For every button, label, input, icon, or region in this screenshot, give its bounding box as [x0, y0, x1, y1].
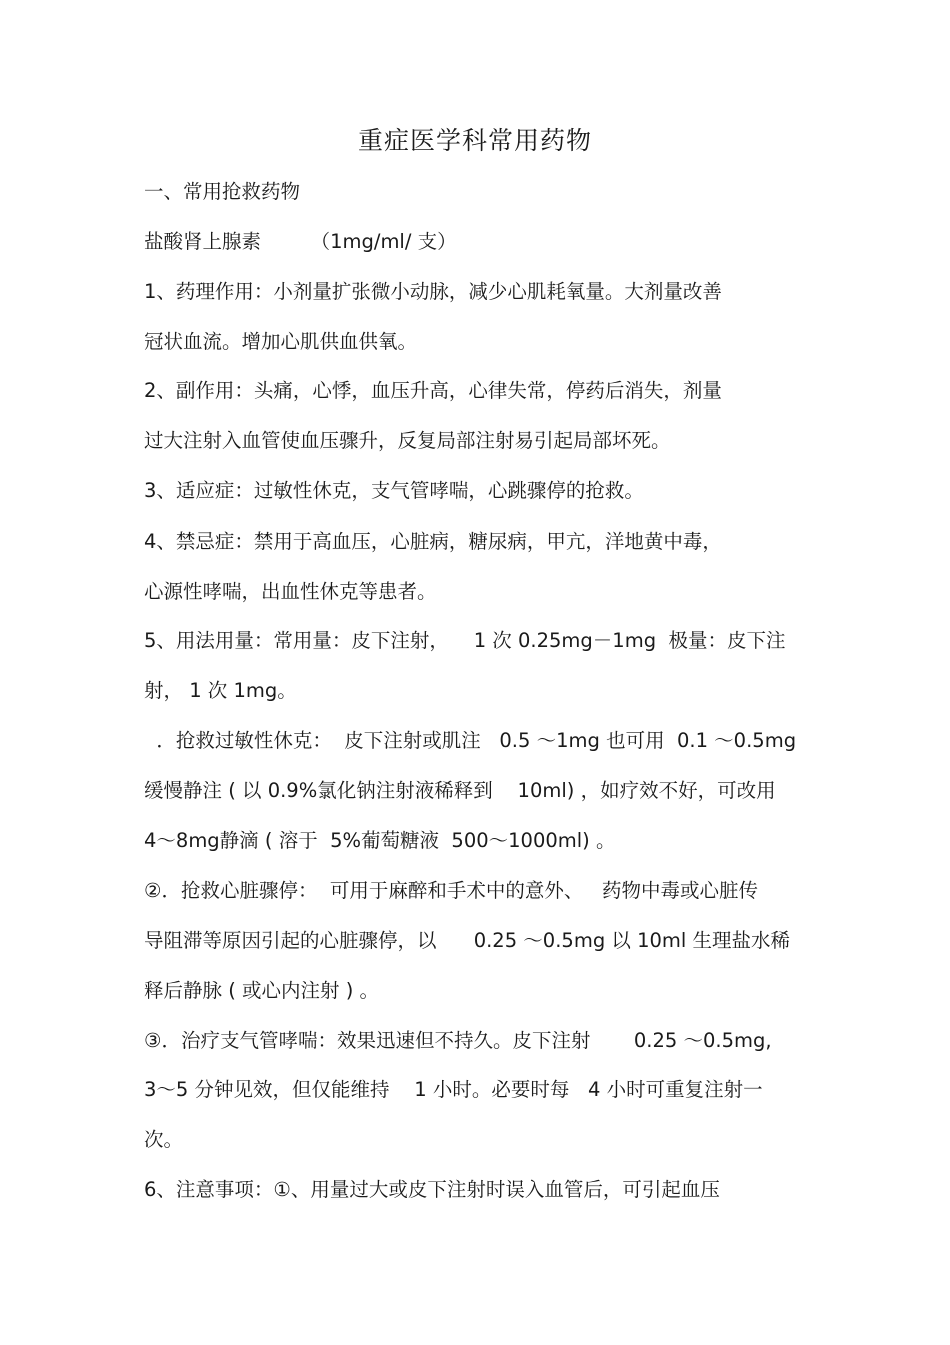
paragraph-line: 3、适应症：过敏性休克，支气管哮喘，心跳骤停的抢救。: [144, 479, 644, 502]
paragraph-line: 次。: [144, 1128, 184, 1151]
paragraph-line: 5、用法用量：常用量：皮下注射， 1 次 0.25mg－1mg 极量：皮下注: [144, 629, 786, 652]
section-heading: 一、常用抢救药物: [144, 180, 301, 203]
document-title: 重症医学科常用药物: [357, 126, 592, 155]
paragraph-line: 3～5 分钟见效，但仅能维持 1 小时。必要时每 4 小时可重复注射一: [144, 1078, 763, 1101]
paragraph-line: ②．抢救心脏骤停： 可用于麻醉和手术中的意外、 药物中毒或心脏传: [144, 879, 758, 902]
drug-name: 盐酸肾上腺素 （1mg/ml/ 支）: [144, 230, 457, 253]
paragraph-line: 心源性哮喘，出血性休克等患者。: [144, 580, 437, 603]
paragraph-line: 导阻滞等原因引起的心脏骤停，以 0.25 ～0.5mg 以 10ml 生理盐水稀: [144, 929, 791, 952]
paragraph-line: 2、副作用：头痛，心悸，血压升高，心律失常，停药后消失，剂量: [144, 379, 722, 402]
paragraph-line: 冠状血流。增加心肌供血供氧。: [144, 330, 418, 353]
paragraph-line: 射， 1 次 1mg。: [144, 679, 297, 702]
paragraph-line: 过大注射入血管使血压骤升，反复局部注射易引起局部坏死。: [144, 429, 671, 452]
paragraph-line: 缓慢静注 ( 以 0.9%氯化钠注射液稀释到 10ml) ，如疗效不好，可改用: [144, 779, 776, 802]
paragraph-line: ③．治疗支气管哮喘：效果迅速但不持久。皮下注射 0.25 ～0.5mg,: [144, 1029, 772, 1052]
paragraph-line: 释后静脉 ( 或心内注射 ) 。: [144, 979, 380, 1002]
paragraph-line: ．抢救过敏性休克： 皮下注射或肌注 0.5 ～1mg 也可用 0.1 ～0.5mg: [144, 729, 797, 752]
paragraph-line: 1、药理作用：小剂量扩张微小动脉，减少心肌耗氧量。大剂量改善: [144, 280, 722, 303]
paragraph-line: 4～8mg静滴 ( 溶于 5%葡萄糖液 500～1000ml) 。: [144, 829, 616, 852]
paragraph-line: 4、禁忌症：禁用于高血压，心脏病，糖尿病，甲亢，洋地黄中毒，: [144, 530, 722, 553]
paragraph-line: 6、注意事项：①、用量过大或皮下注射时误入血管后，可引起血压: [144, 1178, 720, 1201]
